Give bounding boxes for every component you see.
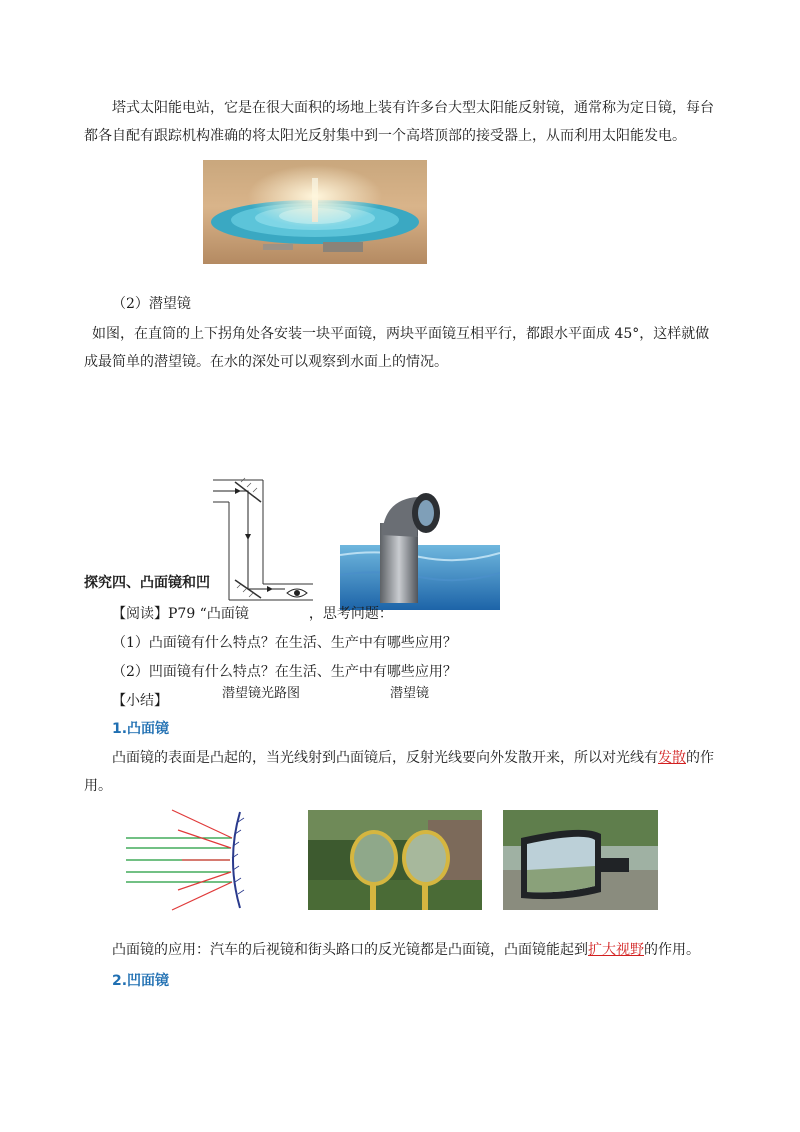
eye-icon bbox=[286, 586, 308, 600]
convex-answer-widen-view: 扩大视野 bbox=[588, 942, 644, 958]
solar-tower-photo bbox=[203, 160, 427, 264]
convex-para-after: 的作用。 bbox=[84, 750, 714, 794]
question-1: （1）凸面镜有什么特点？在生活、生产中有哪些应用？ bbox=[112, 635, 457, 651]
tower-station-paragraph: 塔式太阳能电站，它是在很大面积的场地上装有许多台大型太阳能反射镜，通常称为定日镜，每台都各自配有跟踪机构准确的将太阳光反射集中到一个高塔顶部的接受器上，从而利用太阳能发电。 bbox=[84, 100, 714, 144]
concave-title: 2.凹面镜 bbox=[112, 973, 170, 989]
convex-paragraph bbox=[84, 744, 720, 800]
car-mirror-photo bbox=[503, 810, 658, 910]
convex-ray-diagram bbox=[122, 808, 258, 912]
convex-app-before: 凸面镜的应用：汽车的后视镜和街头路口的反光镜都是凸面镜，凸面镜能起到 bbox=[112, 942, 588, 958]
periscope-diagram-caption: 潜望镜光路图 bbox=[222, 686, 301, 701]
periscope-photo-caption: 潜望镜 bbox=[390, 686, 430, 701]
periscope-photo bbox=[340, 485, 500, 610]
convex-answer-divergent: 发散 bbox=[658, 750, 686, 766]
reading-line bbox=[112, 603, 393, 623]
periscope-paragraph: 如图，在直筒的上下拐角处各安装一块平面镜，两块平面镜互相平行，都跟水平面成 45°，这样就做成最简单的潜望镜。在水的深处可以观察到水面上的情况。 bbox=[84, 326, 710, 370]
reading-suffix: ，思考问题： bbox=[308, 606, 393, 622]
convex-app-after: 的作用。 bbox=[644, 942, 700, 958]
street-mirror-photo bbox=[308, 810, 482, 910]
convex-application bbox=[84, 936, 720, 964]
convex-title: 1.凸面镜 bbox=[112, 721, 170, 737]
periscope-title: （2）潜望镜 bbox=[112, 296, 191, 312]
summary-label: 【小结】 bbox=[112, 693, 168, 709]
question-2: （2）凹面镜有什么特点？在生活、生产中有哪些应用？ bbox=[112, 664, 457, 680]
periscope-diagram bbox=[205, 472, 315, 602]
explore4-title: 探究四、凸面镜和凹 bbox=[84, 575, 210, 591]
convex-para-before: 凸面镜的表面是凸起的，当光线射到凸面镜后，反射光线要向外发散开来，所以对光线有 bbox=[112, 750, 658, 766]
reading-prefix: 【阅读】P79 “凸面镜 bbox=[112, 606, 249, 622]
